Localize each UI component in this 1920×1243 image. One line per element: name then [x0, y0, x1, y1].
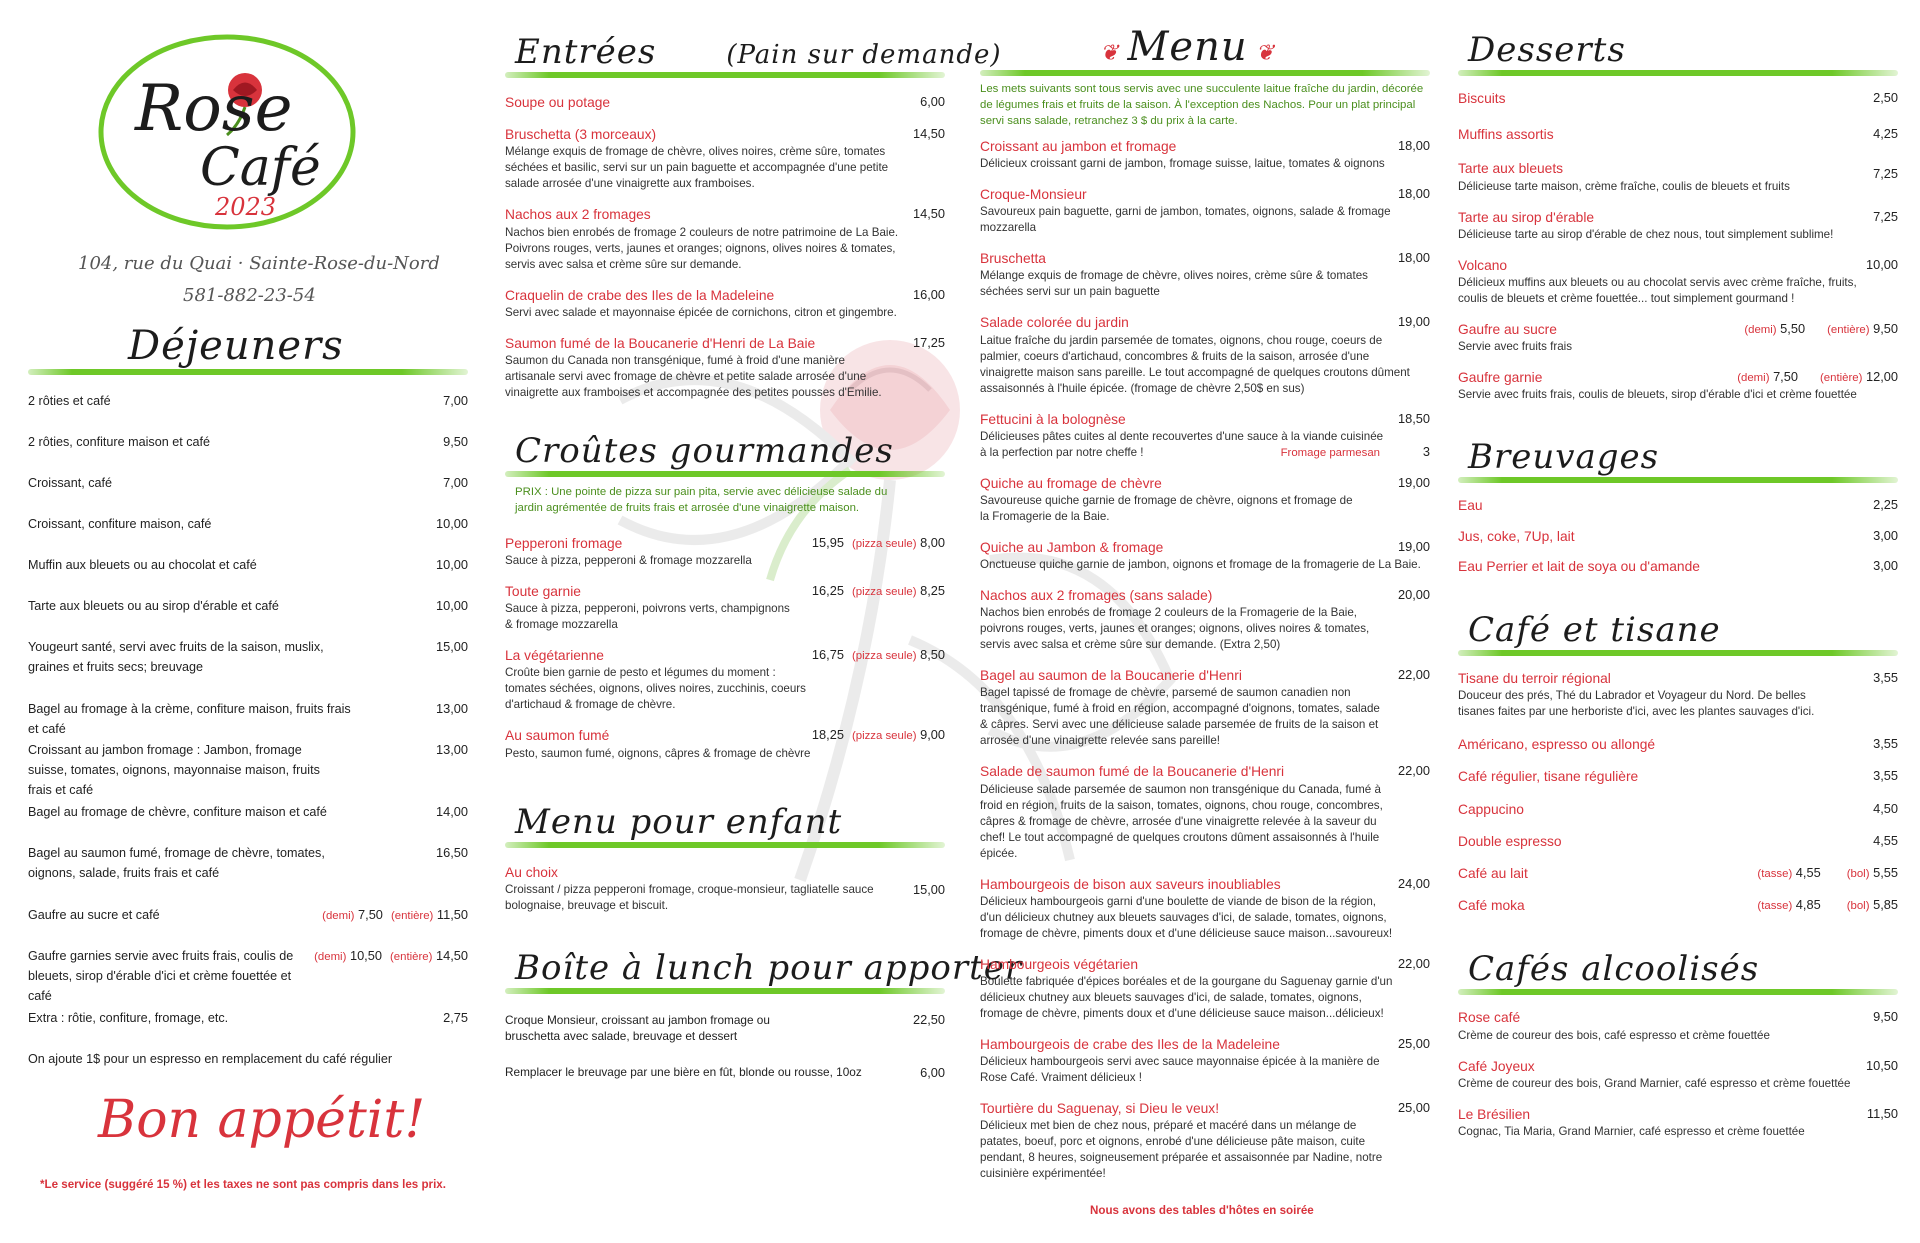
menu-list [980, 138, 1430, 1182]
flourish-right-icon: ❦ [1247, 41, 1276, 66]
list-item: Tarte aux bleuets ou au sirop d'érable et café 10,00 [28, 598, 468, 613]
entrees-list [505, 94, 945, 401]
menu-item: Hambourgeois de crabe des Iles de la Madeleine 25,00 Délicieux hambourgeois servi avec sauce mayonnaise épicée à la manière de Rose Café. Vraiment délicieux ! [980, 1035, 1430, 1085]
menu-item: Café Joyeux 10,50 Crème de coureur des bois, Grand Marnier, café espresso et crème fouettée [1458, 1057, 1898, 1090]
menu-item: Au saumon fumé 18,25 (pizza seule) 9,00 Pesto, saumon fumé, oignons, câpres & fromage de chèvre [505, 727, 945, 760]
lunch-header [505, 944, 1023, 994]
section-divider [1458, 650, 1898, 656]
menu-item: Croissant au jambon et fromage 18,00 Délicieux croissant garni de jambon, fromage suisse, laitue, tomates & oignons [980, 137, 1430, 171]
menu-item: Quiche au Jambon & fromage 19,00 Onctueuse quiche garnie de jambon, oignons et fromage de la fromagerie de La Baie. [980, 538, 1430, 572]
enfant-title: Menu pour enfant [515, 801, 843, 842]
menu-item: Café moka (tasse) 4,85 (bol) 5,85 [1458, 897, 1898, 914]
menu-item: Double espresso 4,55 [1458, 832, 1898, 849]
list-item: 2 rôties, confiture maison et café 9,50 [28, 434, 468, 449]
list-item: On ajoute 1$ pour un espresso en remplacement du café régulier [28, 1052, 393, 1066]
menu-item: Tisane du terroir régional 3,55 Douceur des prés, Thé du Labrador et Voyageur du Nord. De belles tisanes faites par une herboriste d'ici, avec les plantes sauvages d'ici. [1458, 669, 1898, 719]
menu-item: Eau Perrier et lait de soya ou d'amande 3,00 [1458, 557, 1898, 574]
menu-item: Jus, coke, 7Up, lait 3,00 [1458, 527, 1898, 544]
rose-cafe-logo [95, 30, 360, 235]
dejeuners-title: Déjeuners [128, 323, 344, 369]
menu-item: Café régulier, tisane régulière 3,55 [1458, 768, 1898, 785]
menu-item: Tourtière du Saguenay, si Dieu le veux! 25,00 Délicieux met bien de chez nous, préparé et macéré dans un mélange de patates, boeuf, porc et oignons, enrobé d'une délicieuse pâte maison, cuite pendant, 8 heures, soigneusement préparée et assaisonnée par Nadine, notre cuisinière expérimentée! [980, 1100, 1430, 1181]
breuvages-title: Breuvages [1468, 437, 1660, 478]
phone: 581-882-23-54 [183, 285, 316, 306]
menu-item: Croque-Monsieur 18,00 Savoureux pain baguette, garni de jambon, tomates, oignons, salade & fromage mozzarella [980, 186, 1430, 235]
menu-item: Rose café 9,50 Crème de coureur des bois, café espresso et crème fouettée [1458, 1009, 1898, 1042]
menu-item: Quiche au fromage de chèvre 19,00 Savoureuse quiche garnie de fromage de chèvre, oignons et fromage de la Fromagerie de la Baie. [980, 474, 1430, 523]
logo-name-line1: Rose [135, 72, 293, 146]
menu-item: Toute garnie 16,25 (pizza seule) 8,25 Sauce à pizza, pepperoni, poivrons verts, champignons & fromage mozzarella [505, 582, 945, 632]
list-item: Croissant au jambon fromage : Jambon, fromage suisse, tomates, oignons, mayonnaise maison, fruits frais et café 13,00 [28, 742, 468, 798]
menu-item: Américano, espresso ou allongé 3,55 [1458, 736, 1898, 753]
menu-item: Gaufre au sucre (demi) 5,50 (entière) 9,50 Servie avec fruits frais [1458, 320, 1898, 354]
menu-item: Biscuits 2,50 [1458, 90, 1898, 106]
list-item: 2 rôties et café 7,00 [28, 393, 468, 408]
list-item: Bagel au fromage à la crème, confiture maison, fruits frais et café 13,00 [28, 701, 468, 737]
menu-item: Hambourgeois végétarien 22,00 Boulette fabriquée d'épices boréales et de la gourgane du Saguenay garnie d'un délicieux chutney aux bleuets sauvages d'ici, de salade, tomates, oignons, fromage de chèvre, piments doux et d'une délicieuse sauce maison...délicieux! [980, 955, 1430, 1020]
menu-item: Remplacer le breuvage par une bière en fût, blonde ou rousse, 10oz 6,00 [505, 1064, 945, 1080]
lunch-title: Boîte à lunch pour apporter [515, 947, 1023, 988]
croutes-title: Croûtes gourmandes [515, 430, 894, 471]
menu-item: Gaufre garnie (demi) 7,50 (entière) 12,00 Servie avec fruits frais, coulis de bleuets, sirop d'érable d'ici et crème fouettée [1458, 369, 1898, 402]
menu-item: Tarte aux bleuets 7,25 Délicieuse tarte maison, crème fraîche, coulis de bleuets et fruits [1458, 161, 1898, 193]
menu-item: Soupe ou potage 6,00 [505, 94, 945, 110]
cafe-header [1458, 606, 1898, 656]
section-divider [1458, 989, 1898, 995]
section-divider [505, 988, 945, 994]
dejeuners-header [28, 325, 468, 375]
list-item: Croissant, café 7,00 [28, 475, 468, 490]
menu-item: Croque Monsieur, croissant au jambon fromage ou bruschetta avec salade, breuvage et dessert 22,50 [505, 1011, 945, 1044]
menu-item: La végétarienne 16,75 (pizza seule) 8,50 Croûte bien garnie de pesto et légumes du moment : tomates séchées, oignons, olives noires, zucchinis, coeurs d'artichaud & fromage de chèvre. [505, 647, 945, 712]
column-menu [980, 0, 1430, 1217]
entrees-subtitle: (Pain sur demande) [726, 40, 1002, 70]
alcool-list [1458, 1009, 1898, 1140]
section-divider [505, 842, 945, 848]
menu-item: Tarte au sirop d'érable 7,25 Délicieuse tarte au sirop d'érable de chez nous, tout simplement sublime! [1458, 208, 1898, 241]
menu-item: Craquelin de crabe des Iles de la Madeleine 16,00 Servi avec salade et mayonnaise épicée de cornichons, citron et gingembre. [505, 286, 945, 319]
menu-item: Café au lait (tasse) 4,55 (bol) 5,55 [1458, 864, 1898, 881]
section-divider [28, 369, 468, 375]
menu-intro: Les mets suivants sont tous servis avec une succulente laitue fraîche du jardin, décorée de légumes frais et fruits de la saison. À l'exception des Nachos. Pour un plat principal servi sans salade, retranchez 3 $ du prix à la carte. [980, 83, 1424, 127]
bon-appetit-text: Bon appétit! [98, 1090, 426, 1150]
list-item: Gaufre au sucre et café (demi) 7,50 (entière) 11,50 [28, 907, 468, 922]
menu-item: Saumon fumé de la Boucanerie d'Henri de La Baie 17,25 Saumon du Canada non transgénique, fumé à froid d'une manière artisanale servi avec fromage de chèvre et petite salade arrosée d'une vinaigrette aux framboises et accompagnée des petites pousses d'Emilie. [505, 334, 945, 399]
cafe-list [1458, 670, 1898, 915]
menu-item: Bruschetta (3 morceaux) 14,50 Mélange exquis de fromage de chèvre, olives noires, crème sûre, tomates séchées et basilic, servi sur un pain baguette et accompagnée d'une petite salade arrosée d'une vinaigrette aux framboises. [505, 126, 945, 191]
croutes-list [505, 535, 945, 762]
menu-item: Cappucino 4,50 [1458, 800, 1898, 817]
logo-year: 2023 [215, 193, 277, 221]
list-item: Muffin aux bleuets ou au chocolat et café 10,00 [28, 557, 468, 572]
flourish-left-icon: ❦ [1100, 41, 1128, 66]
section-divider [980, 70, 1430, 76]
croutes-header [505, 427, 945, 477]
entrees-header [505, 28, 1002, 78]
menu-title: Menu [1127, 24, 1248, 70]
section-divider [1458, 70, 1898, 76]
list-item: Croissant, confiture maison, café 10,00 [28, 516, 468, 531]
menu-item: Salade colorée du jardin 19,00 Laitue fraîche du jardin parsemée de tomates, oignons, chou rouge, coeurs de palmier, coeurs d'artichaud, concombres & fruits de la saison, arrosée d'une vinaigrette maison sans pareille. Le tout accompagné de quelques croutons dûment assaisonnés à l'huile épicée. (fromage de chèvre 2,50$ en sus) [980, 314, 1430, 395]
desserts-title: Desserts [1468, 30, 1626, 70]
column-desserts [1458, 0, 1898, 1140]
enfant-header [505, 798, 945, 848]
logo-name-line2: Café [200, 138, 321, 198]
croutes-intro: PRIX : Une pointe de pizza sur pain pita, servie avec délicieuse salade du jardin agrémentée de fruits frais et arrosée d'une vinaigrette maison. [515, 485, 888, 514]
tables-hotes-note: Nous avons des tables d'hôtes en soirée [1090, 1204, 1314, 1218]
section-divider [1458, 477, 1898, 483]
address: 104, rue du Quai · Sainte-Rose-du-Nord [78, 253, 440, 274]
menu-item: Muffins assortis 4,25 [1458, 126, 1898, 143]
menu-item: Salade de saumon fumé de la Boucanerie d'Henri 22,00 Délicieuse salade parsemée de saumon non transgénique du Canada, fumé à froid en région, fruits de la saison, tomates, oignons, chou rouge, concombres, câpres & fromage de chèvre, arrosée d'une vinaigrette relevée à la saveur du chef! Le tout accompagné de quelques croutons dûment assaisonnés à l'huile épicée. [980, 763, 1430, 860]
menu-item: Volcano 10,00 Délicieux muffins aux bleuets ou au chocolat servis avec crème fraîche, fruits, coulis de bleuets et crème fouettée... tout simplement gourmand ! [1458, 256, 1898, 305]
service-note: *Le service (suggéré 15 %) et les taxes ne sont pas compris dans les prix. [40, 1178, 446, 1191]
breuvages-header [1458, 433, 1898, 483]
section-divider [505, 471, 945, 477]
alcool-header [1458, 945, 1898, 995]
alcool-title: Cafés alcoolisés [1468, 949, 1760, 990]
desserts-list [1458, 90, 1898, 403]
list-item: Bagel au saumon fumé, fromage de chèvre, tomates, oignons, salade, fruits frais et café 16,50 [28, 845, 468, 881]
list-item: Gaufre garnies servie avec fruits frais, coulis de bleuets, sirop d'érable d'ici et crème fouettée et café (demi) 10,50 (entière) 14,50 [28, 948, 468, 1004]
menu-header [980, 26, 1430, 76]
menu-item: Hambourgeois de bison aux saveurs inoubliables 24,00 Délicieux hambourgeois garni d'une boulette de viande de bison de la région, d'un délicieux chutney aux bleuets sauvages d'ici, de salade, tomates, oignons, fromage de chèvre, piments doux et d'une délicieuse sauce maison...savoureux! [980, 875, 1430, 940]
entrees-title: Entrées [515, 32, 657, 72]
list-item: Yougeurt santé, servi avec fruits de la saison, muslix, graines et fruits secs; breuvage 15,00 [28, 639, 468, 675]
menu-item: Pepperoni fromage 15,95 (pizza seule) 8,00 Sauce à pizza, pepperoni & fromage mozzarella [505, 534, 945, 567]
menu-item: Fettucini à la bolognèse 18,50 Délicieuses pâtes cuites al dente recouvertes d'une sauce à la viande cuisinée à la perfection par notre cheffe ! Fromage parmesan 3 [980, 410, 1430, 459]
list-item: Extra : rôtie, confiture, fromage, etc. 2,75 [28, 1010, 468, 1025]
menu-item: Nachos aux 2 fromages 14,50 Nachos bien enrobés de fromage 2 couleurs de notre patrimoine de La Baie. Poivrons rouges, verts, jaunes et oranges; oignons, olives noires & tomates, servis avec salsa et crème sûre sur demande. [505, 206, 945, 271]
column-entrees [505, 0, 1023, 1080]
menu-item: Bagel au saumon de la Boucanerie d'Henri 22,00 Bagel tapissé de fromage de chèvre, parsemé de saumon canadien non transgénique, fumé à froid en région, accompagné d'oignons, tomates, salade & câpres. Servi avec une délicieuse salade parsemée de fruits de la saison et arrosée d'une vinaigrette relevée sans pareille! [980, 667, 1430, 748]
menu-item: Nachos aux 2 fromages (sans salade) 20,00 Nachos bien enrobés de fromage 2 couleurs de la Fromagerie de la Baie, poivrons rouges, verts, jaunes et oranges; oignons, olives noires & tomates, servis avec salsa et crème sûre sur demande. (Extra 2,50) [980, 587, 1430, 652]
menu-item: Eau 2,25 [1458, 497, 1898, 514]
menu-item: Bruschetta 18,00 Mélange exquis de fromage de chèvre, olives noires, crème sûre & tomates séchées servi sur un pain baguette [980, 250, 1430, 299]
menu-item: Le Brésilien 11,50 Cognac, Tia Maria, Grand Marnier, café espresso et crème fouettée [1458, 1105, 1898, 1138]
menu-item: Au choix 15,00 Croissant / pizza pepperoni fromage, croque-monsieur, tagliatelle sauce bolognaise, breuvage et biscuit. [505, 864, 945, 912]
desserts-header [1458, 26, 1898, 76]
list-item: Bagel au fromage de chèvre, confiture maison et café 14,00 [28, 804, 468, 819]
section-divider [505, 72, 945, 78]
cafe-title: Café et tisane [1468, 609, 1721, 650]
breuvages-list [1458, 497, 1898, 576]
